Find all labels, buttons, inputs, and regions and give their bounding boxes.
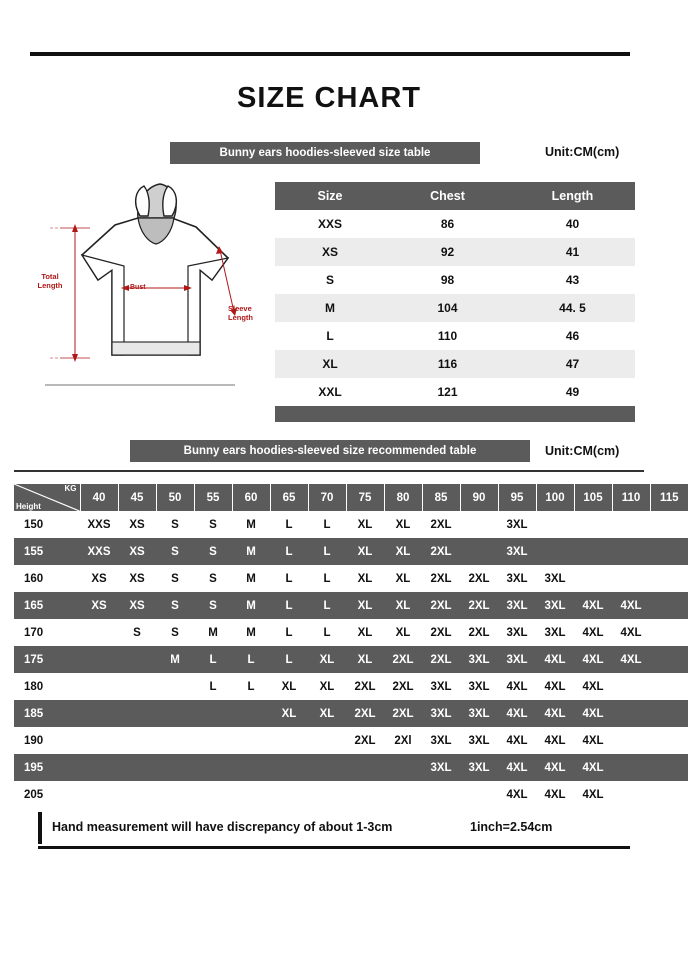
rec-cell: S xyxy=(194,511,232,538)
rec-cell xyxy=(80,754,118,781)
rec-cell xyxy=(194,754,232,781)
rec-cell: XL xyxy=(308,700,346,727)
rec-cell xyxy=(156,673,194,700)
rec-cell: M xyxy=(156,646,194,673)
rec-cell xyxy=(118,646,156,673)
size-table-col-chest: Chest xyxy=(385,182,510,210)
rec-cell: 2XL xyxy=(346,700,384,727)
rec-cell: 3XL xyxy=(536,592,574,619)
cell-chest: 104 xyxy=(385,294,510,322)
rec-cell: XL xyxy=(384,511,422,538)
cell-length: 43 xyxy=(510,266,635,294)
rec-cell xyxy=(460,511,498,538)
height-cell: 180 xyxy=(14,673,80,700)
rec-cell: XXS xyxy=(80,511,118,538)
weight-header-60: 60 xyxy=(232,484,270,511)
rec-cell: 4XL xyxy=(574,673,612,700)
rec-cell xyxy=(460,781,498,808)
rec-cell: 2XL xyxy=(384,646,422,673)
rec-cell: 4XL xyxy=(536,781,574,808)
rec-cell: 2XL xyxy=(384,673,422,700)
rec-cell: L xyxy=(308,565,346,592)
rec-cell: 3XL xyxy=(460,754,498,781)
rec-cell: 3XL xyxy=(536,565,574,592)
rec-cell: S xyxy=(118,619,156,646)
rec-cell: 4XL xyxy=(574,781,612,808)
weight-header-50: 50 xyxy=(156,484,194,511)
rec-cell: M xyxy=(232,565,270,592)
cell-size: S xyxy=(275,266,385,294)
rec-cell xyxy=(80,646,118,673)
rec-cell xyxy=(460,538,498,565)
table-row xyxy=(14,700,688,727)
cell-size: XL xyxy=(275,350,385,378)
rec-cell xyxy=(612,754,650,781)
cell-length: 41 xyxy=(510,238,635,266)
weight-header-90: 90 xyxy=(460,484,498,511)
rec-cell xyxy=(536,511,574,538)
rec-cell: 2XL xyxy=(384,700,422,727)
weight-header-105: 105 xyxy=(574,484,612,511)
rec-cell xyxy=(612,673,650,700)
rec-cell: 3XL xyxy=(460,673,498,700)
rec-cell xyxy=(384,754,422,781)
rec-cell: 3XL xyxy=(498,565,536,592)
recommended-table-banner-label: Bunny ears hoodies-sleeved size recommended table xyxy=(183,445,477,457)
rec-cell: 4XL xyxy=(536,700,574,727)
cell-chest: 121 xyxy=(385,378,510,406)
rec-cell: M xyxy=(232,538,270,565)
rec-cell: 2XL xyxy=(422,646,460,673)
rec-cell: 2XL xyxy=(422,565,460,592)
rec-cell: 3XL xyxy=(498,538,536,565)
cell-chest: 92 xyxy=(385,238,510,266)
size-table-footer-bar xyxy=(275,406,635,422)
rec-cell xyxy=(194,700,232,727)
size-table-banner xyxy=(170,142,480,164)
recommended-header-row xyxy=(14,484,688,511)
rec-cell: XL xyxy=(346,646,384,673)
height-cell: 185 xyxy=(14,700,80,727)
cell-chest: 86 xyxy=(385,210,510,238)
size-table-unit: Unit:CM(cm) xyxy=(545,145,620,159)
rec-cell xyxy=(308,781,346,808)
rec-cell: S xyxy=(194,538,232,565)
rec-cell: 4XL xyxy=(574,727,612,754)
rec-cell xyxy=(650,565,688,592)
rec-cell: 4XL xyxy=(536,646,574,673)
rec-cell xyxy=(118,673,156,700)
rec-cell: XL xyxy=(346,592,384,619)
sleeve-length-label: Sleeve Length xyxy=(228,304,253,322)
weight-header-110: 110 xyxy=(612,484,650,511)
height-cell: 160 xyxy=(14,565,80,592)
rec-cell: XL xyxy=(270,673,308,700)
cell-size: M xyxy=(275,294,385,322)
rec-cell: XL xyxy=(308,673,346,700)
rec-cell: M xyxy=(232,619,270,646)
rec-cell xyxy=(118,727,156,754)
weight-header-65: 65 xyxy=(270,484,308,511)
rec-cell xyxy=(156,754,194,781)
cell-length: 47 xyxy=(510,350,635,378)
weight-header-40: 40 xyxy=(80,484,118,511)
height-cell: 205 xyxy=(14,781,80,808)
rec-cell: 4XL xyxy=(498,754,536,781)
rec-cell: 2XL xyxy=(346,673,384,700)
rec-cell xyxy=(574,511,612,538)
table-row xyxy=(275,238,635,266)
rec-cell: 2XL xyxy=(422,619,460,646)
height-cell: 175 xyxy=(14,646,80,673)
top-divider xyxy=(30,52,630,56)
rec-cell: S xyxy=(194,565,232,592)
size-table-body xyxy=(275,210,635,406)
rec-cell: 3XL xyxy=(460,700,498,727)
footer-accent-bar xyxy=(38,812,42,844)
rec-cell xyxy=(80,781,118,808)
rec-cell: XL xyxy=(346,565,384,592)
rec-cell xyxy=(308,727,346,754)
cell-size: XS xyxy=(275,238,385,266)
cell-length: 49 xyxy=(510,378,635,406)
table-row xyxy=(275,378,635,406)
rec-cell: 4XL xyxy=(574,754,612,781)
rec-cell: 3XL xyxy=(422,754,460,781)
rec-cell: L xyxy=(308,511,346,538)
rec-cell: S xyxy=(156,538,194,565)
size-table-col-length: Length xyxy=(510,182,635,210)
rec-cell: XL xyxy=(308,646,346,673)
rec-cell xyxy=(574,565,612,592)
rec-cell: XL xyxy=(346,511,384,538)
footer-note: Hand measurement will have discrepancy of about 1-3cm xyxy=(52,820,393,834)
rec-cell xyxy=(232,727,270,754)
cell-length: 40 xyxy=(510,210,635,238)
rec-cell xyxy=(384,781,422,808)
rec-cell: XL xyxy=(384,538,422,565)
rec-cell xyxy=(650,538,688,565)
rec-cell: 3XL xyxy=(460,646,498,673)
rec-cell: L xyxy=(194,646,232,673)
rec-cell: 3XL xyxy=(498,511,536,538)
size-table-banner-label: Bunny ears hoodies-sleeved size table xyxy=(219,147,431,159)
rec-cell: XL xyxy=(384,565,422,592)
table-row xyxy=(14,754,688,781)
rec-cell xyxy=(80,727,118,754)
rec-cell: 4XL xyxy=(574,592,612,619)
height-cell: 190 xyxy=(14,727,80,754)
rec-cell: 2XL xyxy=(460,592,498,619)
rec-cell: S xyxy=(194,592,232,619)
weight-header-115: 115 xyxy=(650,484,688,511)
rec-cell xyxy=(194,727,232,754)
rec-cell: 4XL xyxy=(498,727,536,754)
rec-cell: 3XL xyxy=(422,673,460,700)
cell-chest: 98 xyxy=(385,266,510,294)
rec-cell: L xyxy=(308,538,346,565)
rec-cell: L xyxy=(270,538,308,565)
rec-cell: L xyxy=(308,592,346,619)
rec-cell xyxy=(650,619,688,646)
rec-cell: L xyxy=(270,646,308,673)
rec-cell: L xyxy=(270,565,308,592)
table-row xyxy=(275,350,635,378)
rec-cell xyxy=(650,592,688,619)
table-row xyxy=(14,673,688,700)
cell-size: L xyxy=(275,322,385,350)
cell-length: 44. 5 xyxy=(510,294,635,322)
rec-cell: XS xyxy=(118,511,156,538)
total-length-label: Total Length xyxy=(37,272,63,290)
rec-cell xyxy=(346,781,384,808)
rec-cell: S xyxy=(156,592,194,619)
rec-cell xyxy=(156,727,194,754)
table-row xyxy=(14,781,688,808)
rec-cell xyxy=(650,754,688,781)
corner-diagonal xyxy=(14,484,80,511)
rec-cell: 4XL xyxy=(536,754,574,781)
rec-cell: 4XL xyxy=(498,781,536,808)
rec-cell xyxy=(156,700,194,727)
table-row xyxy=(14,538,688,565)
height-cell: 150 xyxy=(14,511,80,538)
rec-cell xyxy=(270,727,308,754)
weight-header-100: 100 xyxy=(536,484,574,511)
axis-corner-cell xyxy=(14,484,80,511)
rec-cell xyxy=(650,781,688,808)
size-table-head xyxy=(275,182,635,210)
rec-cell xyxy=(612,700,650,727)
rec-cell: 3XL xyxy=(422,700,460,727)
weight-header-70: 70 xyxy=(308,484,346,511)
page-title: SIZE CHART xyxy=(237,82,421,114)
cell-length: 46 xyxy=(510,322,635,350)
rec-cell: 4XL xyxy=(536,727,574,754)
weight-header-55: 55 xyxy=(194,484,232,511)
rec-cell xyxy=(346,754,384,781)
section-divider xyxy=(14,470,644,472)
rec-cell xyxy=(80,700,118,727)
rec-cell: 2Xl xyxy=(384,727,422,754)
rec-cell: 2XL xyxy=(422,511,460,538)
table-row xyxy=(275,266,635,294)
rec-cell xyxy=(156,781,194,808)
rec-cell xyxy=(270,754,308,781)
table-row xyxy=(14,646,688,673)
rec-cell: 4XL xyxy=(498,700,536,727)
rec-cell xyxy=(612,727,650,754)
rec-cell: 3XL xyxy=(498,619,536,646)
rec-cell: XS xyxy=(80,565,118,592)
height-cell: 170 xyxy=(14,619,80,646)
rec-cell xyxy=(194,781,232,808)
height-cell: 195 xyxy=(14,754,80,781)
rec-cell: 3XL xyxy=(498,646,536,673)
rec-cell xyxy=(422,781,460,808)
rec-cell xyxy=(650,511,688,538)
rec-cell: S xyxy=(156,619,194,646)
rec-cell: XXS xyxy=(80,538,118,565)
rec-cell xyxy=(612,565,650,592)
rec-cell xyxy=(650,673,688,700)
size-table xyxy=(275,182,635,406)
rec-cell xyxy=(80,619,118,646)
rec-cell: S xyxy=(156,565,194,592)
rec-cell: 4XL xyxy=(574,646,612,673)
cell-chest: 110 xyxy=(385,322,510,350)
footer-conversion: 1inch=2.54cm xyxy=(470,820,553,834)
rec-cell: 4XL xyxy=(574,619,612,646)
table-row xyxy=(14,511,688,538)
rec-cell: L xyxy=(232,673,270,700)
rec-cell: 2XL xyxy=(422,538,460,565)
height-axis-label: Height xyxy=(16,502,41,511)
rec-cell xyxy=(80,673,118,700)
rec-cell: L xyxy=(270,619,308,646)
table-row xyxy=(275,322,635,350)
rec-cell xyxy=(612,538,650,565)
rec-cell xyxy=(308,754,346,781)
rec-cell: L xyxy=(270,592,308,619)
rec-cell: 3XL xyxy=(536,619,574,646)
rec-cell xyxy=(118,781,156,808)
rec-cell xyxy=(650,646,688,673)
rec-cell: S xyxy=(156,511,194,538)
kg-axis-label: KG xyxy=(64,484,77,493)
rec-cell: XL xyxy=(346,538,384,565)
rec-cell: L xyxy=(308,619,346,646)
rec-cell: XS xyxy=(80,592,118,619)
recommended-table-unit: Unit:CM(cm) xyxy=(545,444,620,458)
rec-cell: M xyxy=(232,592,270,619)
footer-divider xyxy=(38,846,630,849)
rec-cell xyxy=(650,700,688,727)
height-cell: 165 xyxy=(14,592,80,619)
rec-cell: 3XL xyxy=(460,727,498,754)
rec-cell: 3XL xyxy=(422,727,460,754)
rec-cell: XL xyxy=(270,700,308,727)
rec-cell xyxy=(612,511,650,538)
rec-cell: 2XL xyxy=(422,592,460,619)
rec-cell: XL xyxy=(384,619,422,646)
table-row xyxy=(275,294,635,322)
rec-cell: L xyxy=(270,511,308,538)
table-row xyxy=(14,619,688,646)
rec-cell xyxy=(118,754,156,781)
rec-cell: 2XL xyxy=(346,727,384,754)
cell-size: XXS xyxy=(275,210,385,238)
weight-header-45: 45 xyxy=(118,484,156,511)
size-table-header-row xyxy=(275,182,635,210)
table-row xyxy=(275,210,635,238)
rec-cell xyxy=(536,538,574,565)
rec-cell: 4XL xyxy=(612,646,650,673)
table-row xyxy=(14,727,688,754)
weight-header-75: 75 xyxy=(346,484,384,511)
table-row xyxy=(14,565,688,592)
rec-cell: XL xyxy=(384,592,422,619)
rec-cell xyxy=(232,700,270,727)
weight-header-95: 95 xyxy=(498,484,536,511)
rec-cell: 4XL xyxy=(536,673,574,700)
recommended-table-banner xyxy=(130,440,530,462)
rec-cell: XS xyxy=(118,565,156,592)
rec-cell: XL xyxy=(346,619,384,646)
rec-cell xyxy=(270,781,308,808)
rec-cell: 3XL xyxy=(498,592,536,619)
rec-cell: XS xyxy=(118,592,156,619)
bust-label: Bust xyxy=(130,284,146,291)
size-table-col-size: Size xyxy=(275,182,385,210)
height-cell: 155 xyxy=(14,538,80,565)
rec-cell: M xyxy=(194,619,232,646)
recommended-size-table xyxy=(14,484,688,808)
rec-cell: L xyxy=(194,673,232,700)
rec-cell: 2XL xyxy=(460,565,498,592)
rec-cell: 2XL xyxy=(460,619,498,646)
rec-cell xyxy=(118,700,156,727)
rec-cell: 4XL xyxy=(612,592,650,619)
rec-cell xyxy=(574,538,612,565)
recommended-table-body xyxy=(14,511,688,808)
rec-cell: 4XL xyxy=(612,619,650,646)
cell-size: XXL xyxy=(275,378,385,406)
weight-header-80: 80 xyxy=(384,484,422,511)
recommended-table-head xyxy=(14,484,688,511)
rec-cell: L xyxy=(232,646,270,673)
rec-cell xyxy=(232,754,270,781)
rec-cell: XS xyxy=(118,538,156,565)
rec-cell: 4XL xyxy=(498,673,536,700)
rec-cell: M xyxy=(232,511,270,538)
weight-header-85: 85 xyxy=(422,484,460,511)
cell-chest: 116 xyxy=(385,350,510,378)
table-row xyxy=(14,592,688,619)
hoodie-diagram-svg xyxy=(20,180,270,410)
rec-cell: 4XL xyxy=(574,700,612,727)
rec-cell xyxy=(650,727,688,754)
rec-cell xyxy=(612,781,650,808)
rec-cell xyxy=(232,781,270,808)
hoodie-illustration xyxy=(20,180,270,410)
